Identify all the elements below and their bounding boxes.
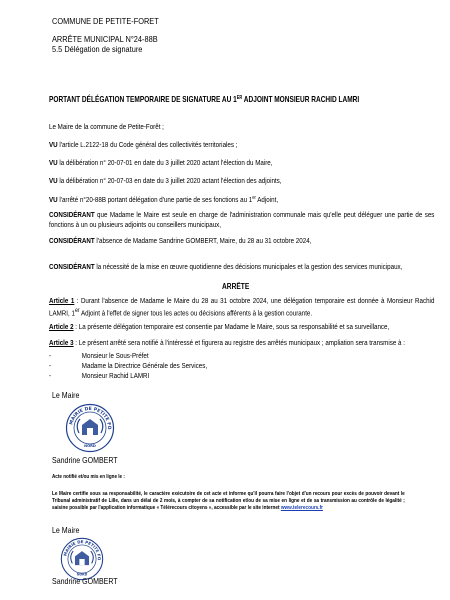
svg-text:NORD: NORD: [84, 444, 96, 448]
arrete-reference: ARRÊTE MUNICIPAL N°24-88B: [52, 34, 158, 44]
preamble-intro: Le Maire de la commune de Petite-Forêt ;: [49, 122, 164, 131]
arrete-heading: ARRÊTE: [222, 282, 250, 291]
signature-role-2: Le Maire: [52, 526, 80, 535]
notified-label: Acte notifié et/ou mis en ligne le :: [52, 474, 125, 480]
vu-line-4: VU l'arrêté n°20-88B portant délégation d'une partie de ses fonctions au 1er Adjoint,: [49, 195, 279, 204]
svg-text:MAIRIE DE PETITE FORET: MAIRIE DE PETITE FO: [62, 539, 102, 561]
mairie-seal-stamp-2: [60, 537, 104, 581]
recipient-item: - Monsieur Rachid LAMRI: [49, 371, 150, 380]
commune-name: COMMUNE DE PETITE-FORET: [52, 16, 159, 26]
article-2: Article 2 : La présente délégation temporaire est consentie par Madame le Maire, sous sa responsabilité et sa surveillance,: [49, 322, 390, 331]
article-1: Article 1 : Durant l'absence de Madame le Maire du 28 au 31 octobre 2024, une délégation temporaire est donnée à Monsieur Rachid LAMRI, 1er Adjoint à l'effet de signer tous les actes ou décisions afférents à la gestion courante.: [49, 296, 435, 318]
considerant-2: CONSIDÉRANT l'absence de Madame Sandrine GOMBERT, Maire, du 28 au 31 octobre 2024,: [49, 236, 312, 245]
signatory-name-2: Sandrine GOMBERT: [52, 577, 118, 586]
signatory-name: Sandrine GOMBERT: [52, 456, 118, 465]
mairie-seal-stamp: [65, 403, 115, 453]
svg-text:MAIRIE DE PETITE FORET: MAIRIE DE PETITE FO: [69, 406, 112, 430]
arrete-category: 5.5 Délégation de signature: [52, 44, 143, 54]
considerant-3: CONSIDÉRANT la nécessité de la mise en œuvre quotidienne des décisions municipales et la gestion des services municipaux,: [49, 262, 403, 271]
vu-line-1: VU l'article L.2122-18 du Code général des collectivités territoriales ;: [49, 140, 238, 149]
vu-line-3: VU la délibération n° 20-07-03 en date du 3 juillet 2020 actant l'élection des adjoints,: [49, 176, 282, 185]
document-title: PORTANT DÉLÉGATION TEMPORAIRE DE SIGNATURE AU 1ER ADJOINT MONSIEUR RACHID LAMRI: [49, 94, 360, 104]
signature-role: Le Maire: [52, 391, 80, 400]
legal-notice: Le Maire certifie sous sa responsabilité, le caractère exécutoire de cet acte et informe qu'il pourra faire l'objet d'un recours pour excès de pouvoir devant le Tribunal administratif de Lille, dans un délai de 2 mois, à compter de sa notification et/ou de sa mise en ligne et de sa transmission au contrôle de légalité ; saisine possible par l'application informatique « Télérecours citoyens », accessible par le site internet www.telerecours.fr: [52, 491, 405, 511]
recipient-item: - Madame la Directrice Générale des Services,: [49, 361, 208, 370]
article-3: Article 3 : Le présent arrêté sera notifié à l'intéressé et figurera au registre des arrêtés municipaux ; ampliation sera transmise à :: [49, 338, 405, 347]
telerecours-link[interactable]: www.telerecours.fr: [280, 505, 323, 511]
vu-line-2: VU la délibération n° 20-07-01 en date du 3 juillet 2020 actant l'élection du Maire,: [49, 158, 273, 167]
recipient-item: - Monsieur le Sous-Préfet: [49, 351, 149, 360]
svg-text:NORD: NORD: [76, 572, 88, 577]
considerant-1: CONSIDÉRANT que Madame le Maire est seule en charge de l'administration communale mais qu'elle peut déléguer une partie de ses fonctions à un ou plusieurs adjoints ou conseillers municipaux,: [49, 210, 435, 229]
